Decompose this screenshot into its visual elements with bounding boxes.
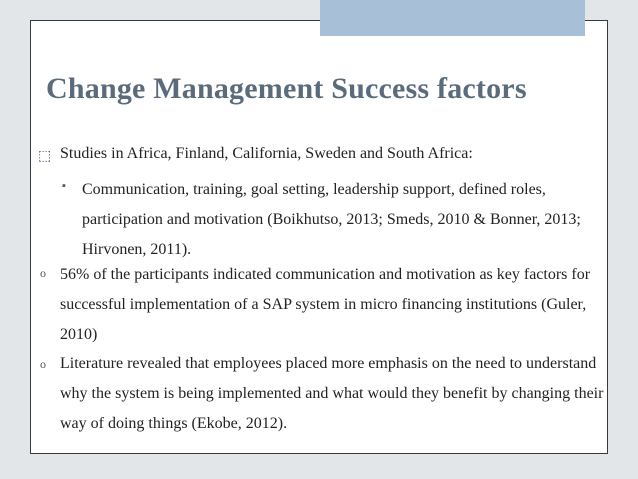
bullet-text: 56% of the participants indicated communication and motivation as key factors for successful implementation of a SAP system in micro financing institutions (Guler, 2010) — [60, 266, 591, 343]
square-bullet-icon: ▪ — [62, 180, 66, 192]
bullet-icon: ⬚ — [38, 149, 52, 164]
bullet-text: Studies in Africa, Finland, California, Sweden and South Africa: — [60, 145, 473, 162]
sub-bullet-text: Communication, training, goal setting, leadership support, defined roles, participation and motivation (Boikhutso, 2013; Smeds, 2010 & Bonner, 2013; Hirvonen, 2011). — [82, 181, 581, 258]
slide-title: Change Management Success factors — [46, 72, 527, 105]
accent-bar — [320, 0, 585, 36]
circle-bullet-icon: o — [40, 357, 46, 371]
bullet-text: Literature revealed that employees placed more emphasis on the need to understand why the system is being implemented and what would they benefit by changing their way of doing things (Ekobe, 2012). — [60, 355, 604, 432]
circle-bullet-icon: o — [40, 266, 46, 280]
